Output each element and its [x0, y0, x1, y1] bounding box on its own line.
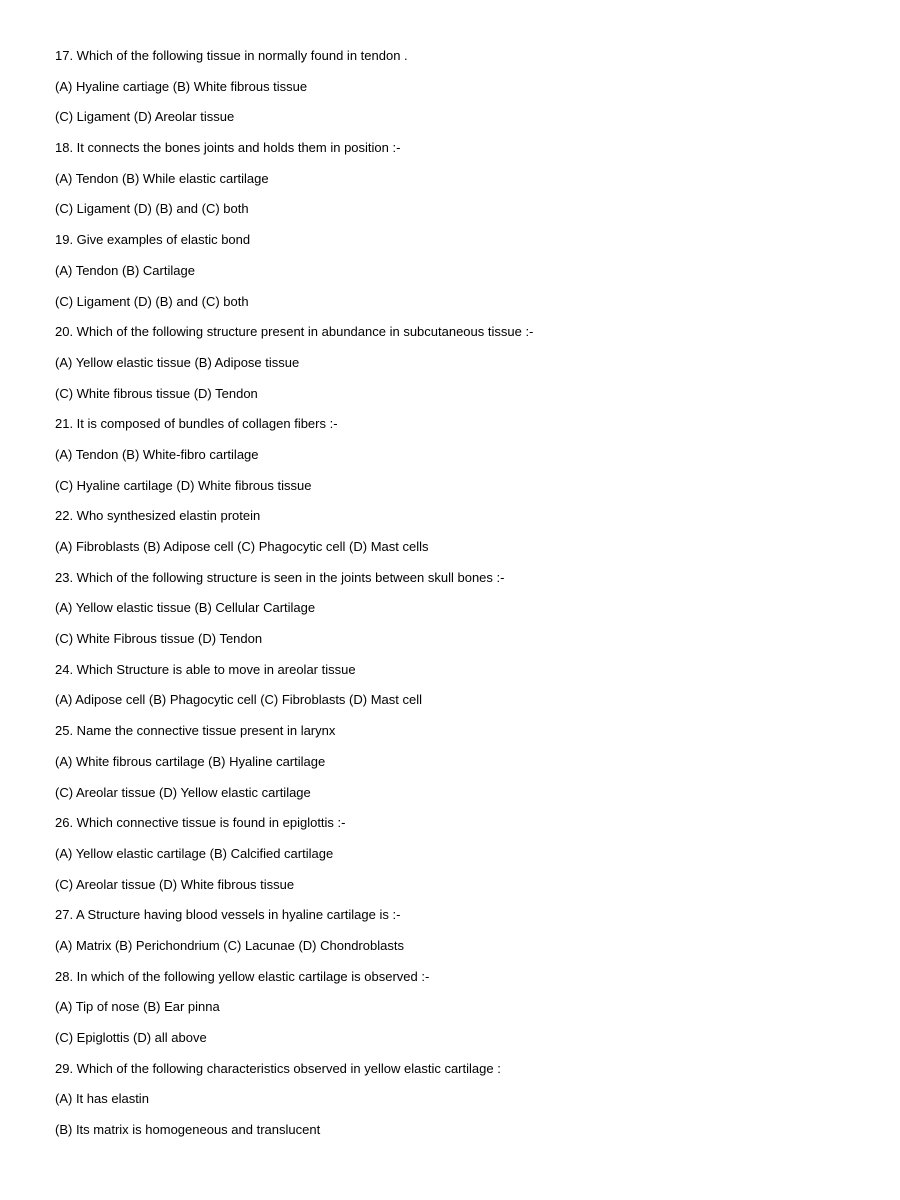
question-19-options-a-b: (A) Tendon (B) Cartilage	[55, 262, 195, 278]
question-20-options-c-d: (C) White fibrous tissue (D) Tendon	[55, 385, 258, 401]
question-29-option-b: (B) Its matrix is homogeneous and translucent	[55, 1122, 321, 1138]
question-21: 21. It is composed of bundles of collagen fibers :-	[55, 416, 338, 432]
question-29: 29. Which of the following characteristics observed in yellow elastic cartilage :	[55, 1060, 501, 1076]
question-18-options-a-b: (A) Tendon (B) While elastic cartilage	[55, 170, 269, 186]
question-29-option-a: (A) It has elastin	[55, 1091, 149, 1107]
question-19: 19. Give examples of elastic bond	[55, 232, 251, 248]
question-19-options-c-d: (C) Ligament (D) (B) and (C) both	[55, 293, 249, 309]
question-26-options-c-d: (C) Areolar tissue (D) White fibrous tissue	[55, 876, 295, 892]
question-28-options-a-b: (A) Tip of nose (B) Ear pinna	[55, 999, 220, 1015]
question-17: 17. Which of the following tissue in normally found in tendon .	[55, 48, 408, 63]
question-27: 27. A Structure having blood vessels in hyaline cartilage is :-	[55, 907, 401, 923]
question-27-options: (A) Matrix (B) Perichondrium (C) Lacunae (D) Chondroblasts	[55, 937, 404, 953]
question-25-options-c-d: (C) Areolar tissue (D) Yellow elastic cartilage	[55, 784, 311, 800]
question-28-options-c-d: (C) Epiglottis (D) all above	[55, 1030, 207, 1045]
question-25: 25. Name the connective tissue present in larynx	[55, 723, 336, 739]
question-21-options-c-d: (C) Hyaline cartilage (D) White fibrous tissue	[55, 477, 312, 493]
question-20-options-a-b: (A) Yellow elastic tissue (B) Adipose tissue	[55, 354, 300, 370]
question-24: 24. Which Structure is able to move in areolar tissue	[55, 661, 356, 677]
question-22-options: (A) Fibroblasts (B) Adipose cell (C) Phagocytic cell (D) Mast cells	[55, 539, 429, 554]
question-23-options-c-d: (C) White Fibrous tissue (D) Tendon	[55, 631, 263, 647]
question-22: 22. Who synthesized elastin protein	[55, 508, 261, 524]
question-28: 28. In which of the following yellow elastic cartilage is observed :-	[55, 968, 430, 984]
question-26-options-a-b: (A) Yellow elastic cartilage (B) Calcified cartilage	[55, 845, 334, 861]
question-20: 20. Which of the following structure present in abundance in subcutaneous tissue :-	[55, 324, 534, 340]
question-21-options-a-b: (A) Tendon (B) White-fibro cartilage	[55, 446, 259, 462]
question-26: 26. Which connective tissue is found in epiglottis :-	[55, 815, 346, 831]
question-18: 18. It connects the bones joints and holds them in position :-	[55, 140, 401, 156]
question-17-options-a-b: (A) Hyaline cartiage (B) White fibrous tissue	[55, 78, 308, 94]
document-body	[55, 46, 860, 1151]
question-17-options-c-d: (C) Ligament (D) Areolar tissue	[55, 109, 235, 125]
question-18-options-c-d: (C) Ligament (D) (B) and (C) both	[55, 201, 249, 217]
question-25-options-a-b: (A) White fibrous cartilage (B) Hyaline cartilage	[55, 753, 326, 769]
question-23: 23. Which of the following structure is seen in the joints between skull bones :-	[55, 569, 505, 585]
question-24-options: (A) Adipose cell (B) Phagocytic cell (C) Fibroblasts (D) Mast cell	[55, 692, 422, 708]
question-23-options-a-b: (A) Yellow elastic tissue (B) Cellular Cartilage	[55, 600, 316, 616]
